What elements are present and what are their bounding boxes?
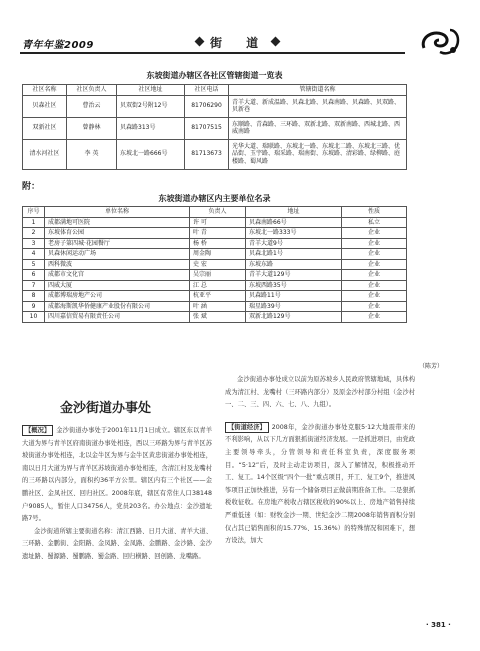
paragraph: 金沙街道办事处成立以前为原苏坡乡人民政府管辖地域，具体构成为清江村、龙嘴村（三环路内部分）及原金沙村部分村组（金沙村一、二、三、四、六、七、八、九组）。 [225, 376, 415, 409]
table-cell: 吴宗丽 [190, 270, 246, 281]
table-row [23, 249, 407, 260]
table-cell: 1 [23, 217, 45, 228]
table-cell: 清水河社区 [23, 139, 67, 169]
page-number: · 381 · [426, 621, 451, 629]
table-cell: 李 英 [67, 139, 117, 169]
page-header [0, 0, 480, 58]
column-header: 单位名称 [45, 207, 190, 218]
appendix-label: 附： [22, 182, 41, 192]
table-cell: 9 [23, 301, 45, 312]
table-cell: 瑞星路39号 [246, 301, 342, 312]
table-cell: 青羊大道、新成温路、贝森北路、贝森南路、贝森路、贝双路、贝新巷 [229, 95, 407, 117]
table-cell: 双新北路129号 [246, 312, 342, 323]
table-cell: 双新社区 [23, 117, 67, 139]
paragraph [225, 422, 415, 548]
table-row [23, 228, 407, 239]
table-cell: 7 [23, 280, 45, 291]
table-cell: 西科微波 [45, 259, 190, 270]
table-cell: 成都市文化宫 [45, 270, 190, 281]
column-header: 社区电话 [185, 85, 229, 96]
table-cell: 企业 [342, 301, 407, 312]
column-header: 社区名称 [23, 85, 67, 96]
table-cell: 贝森休闲运动广场 [45, 249, 190, 260]
table-cell: 贝森社区 [23, 95, 67, 117]
table-cell: 许 可 [190, 217, 246, 228]
table1-title: 东坡街道办辖区各社区管辖街道一览表 [146, 71, 283, 80]
table-cell: 东顺路、青森路、三环路、双新北路、双新南路、西城北路、西威南路 [229, 117, 407, 139]
table-cell: 4 [23, 249, 45, 260]
table-row [23, 238, 407, 249]
section-tag: 【概况】 [22, 425, 53, 436]
table-cell: 81713673 [185, 139, 229, 169]
table-cell: 企业 [342, 291, 407, 302]
section-title: 街 道 [210, 36, 269, 50]
table-cell: 曹治云 [67, 95, 117, 117]
column-header: 社区负责人 [67, 85, 117, 96]
column-header: 性质 [342, 207, 407, 218]
table-credit: （陈芳） [419, 363, 444, 370]
table-cell: 企业 [342, 238, 407, 249]
table-cell: 东坡北一路333号 [246, 228, 342, 239]
table-row [23, 301, 407, 312]
table-row [23, 217, 407, 228]
paragraph-text: 2008年，金沙街道办事处克服5·12大地震带来的不利影响，从以下几方面狠抓街道经济发展。一是抓进项目，由党政主要领导牵头，分管领导和责任科室负责，深度服务项目。“5·12”后，及时主动走访项目，深入了解情况，积极推动开工、复工。14个区级“四个一批”重点项目，开工、复工9个，推进风筝项目正加快推进，另有一个储备项目正做前期准备工作。二是狠抓税收征收。在房地产税收占辖区税收的90%以上、房地产销售持续严重低迷（如：财牧金沙一期、世纪金沙二期2008年销售面积分别仅占其已销售面积的15.77%、15.36%）的特殊情况和困难下，想方设法，加大 [225, 423, 415, 545]
table-cell: 贝森南路66号 [246, 217, 342, 228]
diamond-icon [195, 37, 205, 47]
table-header-row [23, 85, 407, 96]
column-header: 社区地址 [117, 85, 185, 96]
paragraph [22, 425, 212, 526]
table-body [23, 217, 407, 322]
table-cell: 史 宏 [190, 259, 246, 270]
table-cell: 8 [23, 291, 45, 302]
article-right-column [225, 374, 415, 548]
table-row [23, 259, 407, 270]
table-cell: 企业 [342, 259, 407, 270]
table-cell: 贝森路11号 [246, 291, 342, 302]
table-row [23, 291, 407, 302]
table-cell: 企业 [342, 312, 407, 323]
table-cell: 贝森路313号 [117, 117, 185, 139]
diamond-icon [271, 37, 281, 47]
swirl-logo-icon [418, 26, 462, 60]
table-cell: 叶 涵 [190, 301, 246, 312]
table-cell: 企业 [342, 249, 407, 260]
table-row [23, 270, 407, 281]
table-cell: 贝双街2号附12号 [117, 95, 185, 117]
table-cell: 张 斌 [190, 312, 246, 323]
table-cell: 江 总 [190, 280, 246, 291]
community-table [22, 84, 407, 170]
column-header: 序号 [23, 207, 45, 218]
table-cell: 东坡东路 [246, 259, 342, 270]
table-cell: 四威大厦 [45, 280, 190, 291]
paragraph: 金沙街道所辖主要街道名称：清江西路、日月大道、青羊大道、三环路、金鹏街、金阳路、金凤路、金凤路、金鹏路、金沙路、金沙遗址路、蜀源路、蜀鹏路、蜀金路、回归横路、回创路、龙嘴路。 [22, 527, 212, 560]
table-cell: 青羊大道9号 [246, 238, 342, 249]
table-cell: 私立 [342, 217, 407, 228]
table-header-row [23, 207, 407, 218]
header-rule [20, 52, 405, 54]
table-row [23, 95, 407, 117]
table-row [23, 280, 407, 291]
table-cell: 杨 桥 [190, 238, 246, 249]
table-row [23, 139, 407, 169]
table-cell: 81706290 [185, 95, 229, 117]
table-cell: 曾静林 [67, 117, 117, 139]
table-cell: 6 [23, 270, 45, 281]
column-header: 负责人 [190, 207, 246, 218]
table-cell: 贝森北路1号 [246, 249, 342, 260]
table-cell: 企业 [342, 280, 407, 291]
table-cell: 光华大道、瑞联路、东坡北一路、东坡北二路、东坡北三路、优品街、玉宇路、瑞采路、瑞南街、东坡路、清彩路、绿柳路、庭楼路、蜀风路 [229, 139, 407, 169]
table-cell: 老房子第四城·花园餐厅 [45, 238, 190, 249]
table-cell: 东坡西路35号 [246, 280, 342, 291]
table-row [23, 117, 407, 139]
table-cell: 成都博瑞房地产公司 [45, 291, 190, 302]
table-cell: 企业 [342, 228, 407, 239]
table-row [23, 312, 407, 323]
table-cell: 四川嘉信贸易有限责任公司 [45, 312, 190, 323]
table-cell: 叶 青 [190, 228, 246, 239]
table-cell: 周金陶 [190, 249, 246, 260]
table-cell: 10 [23, 312, 45, 323]
table-cell: 成都海斯凯华侨健康产业股份有限公司 [45, 301, 190, 312]
table2-title: 东坡街道办辖区内主要单位名录 [158, 194, 271, 203]
paragraph-text: 金沙街道办事处于2001年11月1日成立。辖区东以青羊大道为界与青羊区府南街道办事处相连，西以三环路为界与青羊区苏坡街道办事处相连，北以金牛区为界与金牛区黄忠街道办事处相连，南以日月大道为界与青羊区苏坡街道办事处相连，含清江村及龙嘴村的三环路以内部分，面积约36平方公里。辖区内有三个社区——金鹏社区、金凤社区、回归社区。2008年底，辖区有常住人口38148户9085人，暂住人口34756人，党员203名。办公地点：金沙遗址路7号。 [22, 427, 212, 523]
article-title: 金沙街道办事处 [60, 401, 152, 416]
table-cell: 5 [23, 259, 45, 270]
table-cell: 81707515 [185, 117, 229, 139]
unit-directory-table [22, 206, 407, 323]
table-cell: 企业 [342, 270, 407, 281]
table-cell: 成都满地可医院 [45, 217, 190, 228]
yearbook-title: 青年年鉴2009 [22, 40, 94, 51]
table-cell: 2 [23, 228, 45, 239]
table-cell: 3 [23, 238, 45, 249]
table-cell: 东坡北一路666号 [117, 139, 185, 169]
column-header: 地址 [246, 207, 342, 218]
section-tag: 【街道经济】 [225, 422, 269, 433]
article-left-column [22, 425, 212, 564]
table-cell: 杭亚平 [190, 291, 246, 302]
column-header: 管辖街道名称 [229, 85, 407, 96]
table-cell: 青羊大道129号 [246, 270, 342, 281]
table-cell: 东坡体育公园 [45, 228, 190, 239]
